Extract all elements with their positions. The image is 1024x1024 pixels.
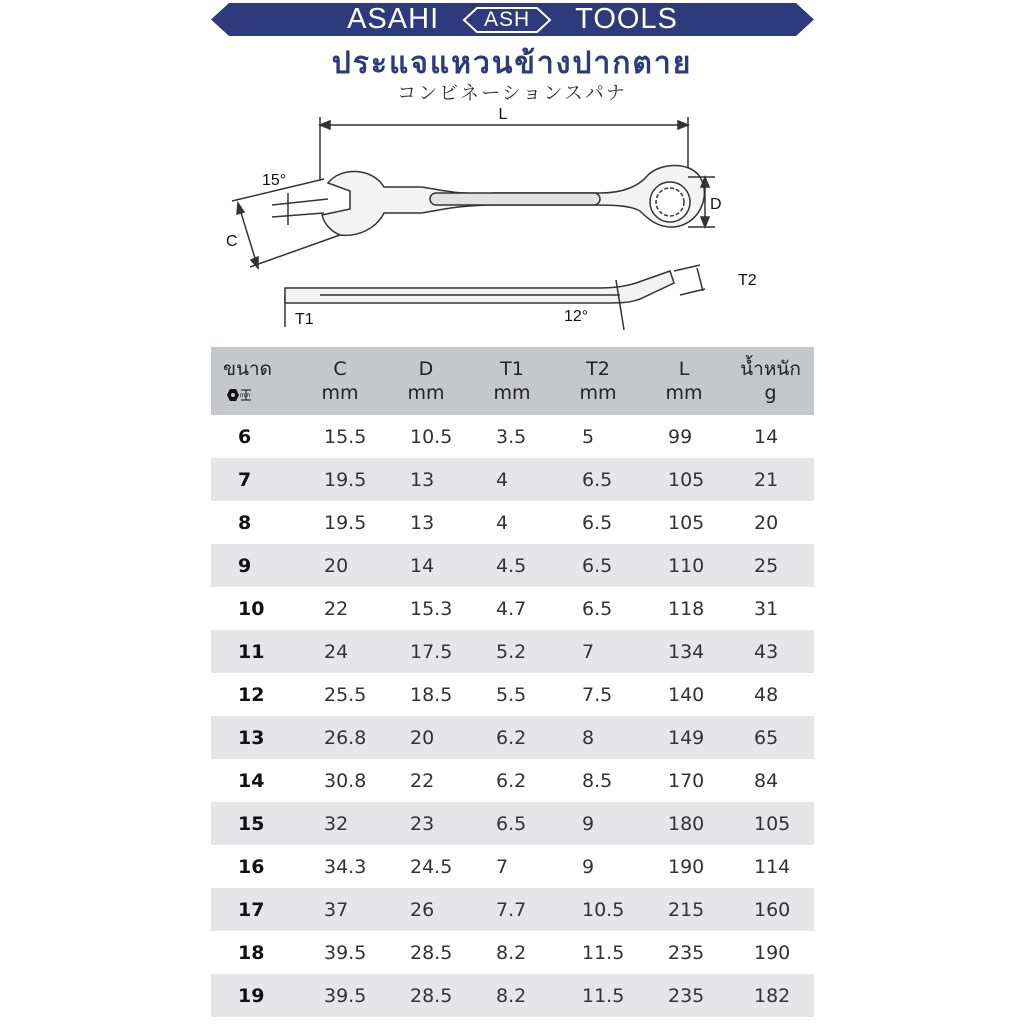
table-cell: 48 — [754, 683, 779, 706]
table-cell: 30.8 — [324, 769, 367, 792]
table-row — [211, 716, 814, 759]
table-cell: 149 — [641, 716, 727, 759]
table-cell: 19.5 — [297, 458, 383, 501]
header-label: C — [333, 358, 347, 380]
header-size — [211, 347, 297, 415]
cell-size: 16 — [238, 855, 265, 878]
table-row — [211, 802, 814, 845]
table-cell: 39.5 — [297, 974, 383, 1017]
header-weight — [727, 347, 814, 415]
table-cell: 22 — [410, 769, 435, 792]
header-unit: mm — [665, 382, 703, 404]
table-row — [211, 974, 814, 1017]
table-cell: 7 — [555, 630, 641, 673]
table-row — [211, 673, 814, 716]
table-cell: 21 — [727, 458, 814, 501]
table-cell: 23 — [383, 802, 469, 845]
cell-size: 17 — [211, 888, 297, 931]
table-cell: 105 — [641, 458, 727, 501]
header-unit: g — [764, 382, 777, 404]
dim-label-T2: T2 — [738, 272, 757, 289]
spec-table — [211, 347, 814, 1017]
table-cell: 110 — [641, 544, 727, 587]
table-row — [211, 888, 814, 931]
table-cell: 190 — [754, 941, 791, 964]
product-title-thai: ประแจแหวนข้างปากตาย — [331, 46, 693, 81]
cell-size: 8 — [238, 511, 252, 534]
header-T2 — [555, 347, 641, 415]
table-cell: 15.5 — [324, 425, 367, 448]
table-cell: 28.5 — [383, 974, 469, 1017]
brand-banner — [211, 3, 814, 36]
header-C — [297, 347, 383, 415]
table-cell: 4.7 — [496, 597, 527, 620]
table-cell: 9 — [555, 802, 641, 845]
table-cell: 34.3 — [324, 855, 367, 878]
table-cell: 140 — [668, 683, 705, 706]
table-cell: 24.5 — [410, 855, 453, 878]
table-cell: 84 — [754, 769, 779, 792]
table-cell: 13 — [383, 458, 469, 501]
dim-label-C: C — [226, 233, 238, 250]
table-cell: 18.5 — [410, 683, 453, 706]
table-cell: 39.5 — [324, 941, 367, 964]
brand-name-right: TOOLS — [575, 3, 678, 35]
table-cell: 114 — [754, 855, 791, 878]
table-cell: 5 — [582, 425, 595, 448]
cell-size: 14 — [238, 769, 265, 792]
table-cell: 15.3 — [410, 597, 453, 620]
table-row — [211, 415, 814, 458]
hex-size-icon — [223, 387, 253, 403]
table-cell: 20 — [383, 716, 469, 759]
cell-size: 7 — [211, 458, 297, 501]
header-unit: mm — [493, 382, 531, 404]
header-D — [383, 347, 469, 415]
table-cell: 20 — [297, 544, 383, 587]
cell-size: 15 — [211, 802, 297, 845]
dim-label-12deg: 12° — [564, 308, 589, 325]
table-cell: 6.5 — [582, 511, 613, 534]
cell-size: 6 — [238, 425, 252, 448]
table-cell: 28.5 — [410, 941, 453, 964]
cell-size: 11 — [211, 630, 297, 673]
header-L — [641, 347, 727, 415]
header-size-label: ขนาด — [223, 358, 272, 380]
header-label: T1 — [500, 358, 524, 380]
dim-label-T1: T1 — [295, 311, 314, 328]
table-cell: 20 — [754, 511, 779, 534]
table-cell: 8 — [555, 716, 641, 759]
table-cell: 11.5 — [555, 974, 641, 1017]
table-cell: 6.2 — [469, 716, 555, 759]
table-cell: 6.5 — [555, 458, 641, 501]
table-row — [211, 501, 814, 544]
table-row — [211, 845, 814, 888]
table-cell: 25.5 — [324, 683, 367, 706]
table-cell: 10.5 — [555, 888, 641, 931]
table-cell: 13 — [410, 511, 435, 534]
table-cell: 4 — [496, 511, 509, 534]
dim-label-D: D — [710, 196, 722, 213]
table-cell: 6.5 — [469, 802, 555, 845]
logo-text: ASH — [484, 7, 531, 31]
table-cell: 22 — [324, 597, 349, 620]
table-cell: 215 — [641, 888, 727, 931]
table-cell: 24 — [297, 630, 383, 673]
header-label: น้ำหนัก — [740, 358, 801, 380]
cell-size: 13 — [211, 716, 297, 759]
table-cell: 6.2 — [496, 769, 527, 792]
table-cell: 6.5 — [555, 544, 641, 587]
table-cell: 14 — [754, 425, 779, 448]
table-cell: 17.5 — [383, 630, 469, 673]
table-cell: 170 — [668, 769, 705, 792]
table-cell: 7.7 — [469, 888, 555, 931]
table-cell: 43 — [727, 630, 814, 673]
table-cell: 134 — [641, 630, 727, 673]
table-cell: 5.5 — [496, 683, 527, 706]
table-cell: 9 — [582, 855, 595, 878]
table-cell: 26.8 — [297, 716, 383, 759]
table-cell: 8.2 — [469, 974, 555, 1017]
table-cell: 32 — [297, 802, 383, 845]
table-cell: 190 — [668, 855, 705, 878]
table-cell: 182 — [727, 974, 814, 1017]
table-cell: 180 — [641, 802, 727, 845]
table-row — [211, 630, 814, 673]
table-cell: 11.5 — [582, 941, 625, 964]
table-cell: 7 — [496, 855, 509, 878]
table-cell: 14 — [383, 544, 469, 587]
header-label: L — [678, 358, 690, 380]
header-unit: mm — [579, 382, 617, 404]
header-label: D — [418, 358, 434, 380]
table-cell: 25 — [727, 544, 814, 587]
wrench-diagram — [200, 105, 800, 340]
table-header-row — [211, 347, 814, 415]
table-row — [211, 544, 814, 587]
dim-label-15deg: 15° — [262, 172, 287, 189]
table-cell: 3.5 — [496, 425, 527, 448]
table-cell: 235 — [641, 974, 727, 1017]
table-cell: 8.5 — [582, 769, 613, 792]
table-cell: 8.2 — [496, 941, 527, 964]
header-label: T2 — [586, 358, 610, 380]
table-cell: 4.5 — [469, 544, 555, 587]
product-title-japanese: コンビネーションスパナ — [397, 82, 627, 104]
table-cell: 37 — [297, 888, 383, 931]
dim-label-L: L — [498, 106, 508, 123]
cell-size: 18 — [238, 941, 265, 964]
table-cell: 31 — [754, 597, 779, 620]
table-cell: 65 — [727, 716, 814, 759]
table-cell: 99 — [668, 425, 693, 448]
brand-name-left: ASAHI — [347, 3, 440, 35]
table-cell: 4 — [469, 458, 555, 501]
table-cell: 19.5 — [324, 511, 367, 534]
table-row — [211, 587, 814, 630]
table-row — [211, 931, 814, 974]
cell-size: 10 — [238, 597, 265, 620]
table-cell: 105 — [727, 802, 814, 845]
table-cell: 118 — [668, 597, 705, 620]
hex-icon-unit: mm — [240, 392, 250, 399]
table-cell: 105 — [668, 511, 705, 534]
cell-size: 19 — [211, 974, 297, 1017]
cell-size: 9 — [211, 544, 297, 587]
table-cell: 7.5 — [582, 683, 613, 706]
table-row — [211, 458, 814, 501]
table-cell: 235 — [668, 941, 705, 964]
table-cell: 10.5 — [410, 425, 453, 448]
header-unit: mm — [321, 382, 359, 404]
table-cell: 6.5 — [582, 597, 613, 620]
header-T1 — [469, 347, 555, 415]
ash-logo — [461, 6, 553, 34]
table-row — [211, 759, 814, 802]
header-unit: mm — [407, 382, 445, 404]
cell-size: 12 — [238, 683, 265, 706]
table-cell: 26 — [383, 888, 469, 931]
table-cell: 5.2 — [469, 630, 555, 673]
table-cell: 160 — [727, 888, 814, 931]
